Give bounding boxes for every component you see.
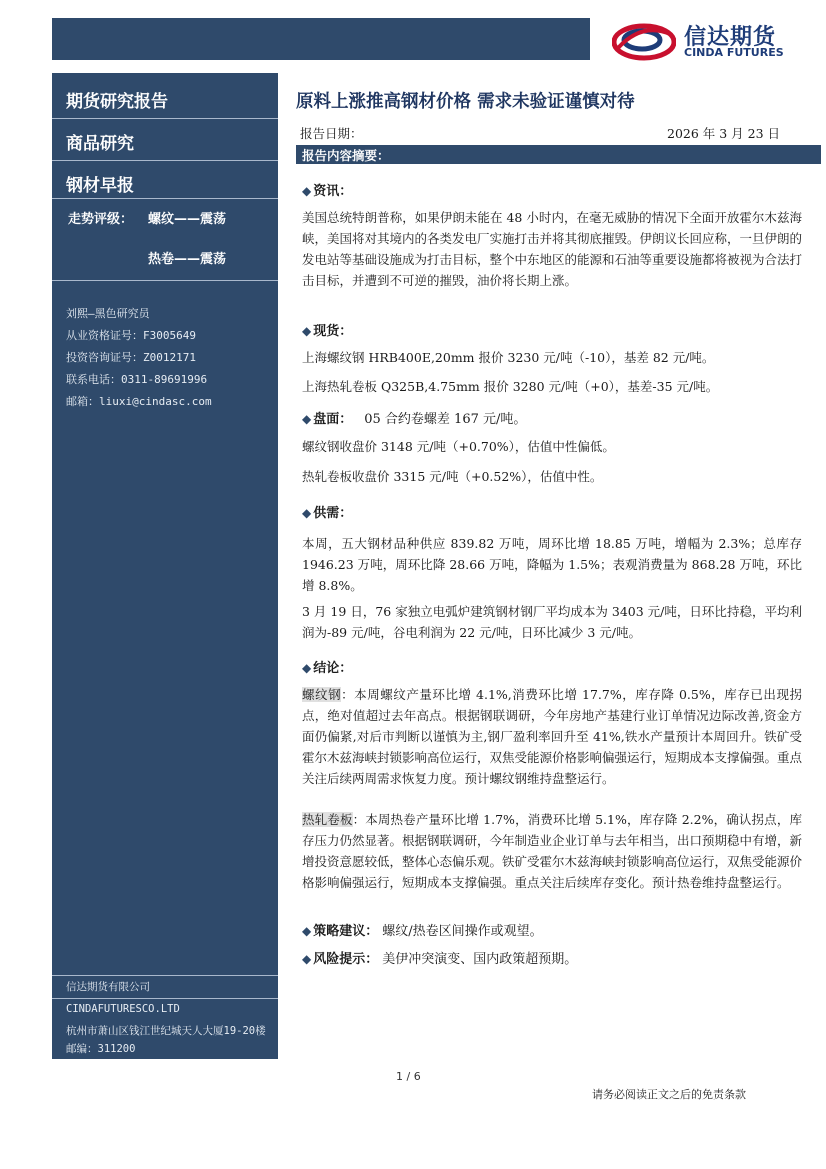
conclusion-hrc: 热轧卷板：本周热卷产量环比增 1.7%，消费环比增 5.1%，库存降 2.2%，确认拐点，库存压力仍然显著。根据钢联调研，今年制造业企业订单与去年相当，出口预期稳中有增，新增投资意愿较低，整体心态偏乐观。铁矿受霍尔木兹海峡封锁影响高位运行，双焦受能源价格影响偏强运行，短期成本支撑偏强。重点关注后续库存变化。预计热卷维持盘整运行。	[302, 812, 803, 890]
section-spot-heading: ◆ 现货：	[302, 324, 353, 339]
spot-hrc-line: 上海热轧卷板 Q325B,4.75mm 报价 3280 元/吨（+0），基差-35 元/吨。	[302, 379, 719, 394]
page-number: 1 / 6	[396, 1070, 421, 1083]
risk-text: 美伊冲突演变、国内政策超预期。	[382, 952, 578, 967]
analyst-consult-cert: 投资咨询证号：Z0012171	[66, 351, 196, 364]
divider	[52, 280, 278, 281]
sidebar-heading-category: 商品研究	[66, 134, 134, 154]
section-conclusion-heading: ◆ 结论：	[302, 661, 353, 676]
disclaimer-note: 请务必阅读正文之后的免责条款	[592, 1088, 746, 1101]
section-market-heading: ◆ 盘面： 05 合约卷螺差 167 元/吨。	[302, 412, 527, 427]
logo-text-en: CINDA FUTURES	[684, 46, 784, 59]
sidebar	[52, 73, 278, 1059]
divider	[52, 160, 278, 161]
divider	[52, 975, 278, 976]
analyst-name: 刘熙—黑色研究员	[66, 307, 150, 320]
supply-paragraph-1: 本周，五大钢材品种供应 839.82 万吨，周环比增 18.85 万吨，增幅为 2.3%；总库存 1946.23 万吨，周环比降 28.66 万吨，降幅为 1.5%；表观消费量为 868.28 万吨，环比增 8.8%。	[302, 536, 802, 593]
sidebar-heading-product: 钢材早报	[66, 176, 134, 196]
summary-bar	[296, 145, 821, 164]
diamond-icon: ◆	[302, 661, 312, 675]
rating-hrc: 热卷——震荡	[148, 252, 227, 267]
section-risk: ◆ 风险提示： 美伊冲突演变、国内政策超预期。	[302, 952, 578, 967]
cinda-logo	[612, 18, 802, 62]
diamond-icon: ◆	[302, 324, 312, 338]
analyst-qualification: 从业资格证号：F3005649	[66, 329, 196, 342]
sidebar-heading-report-type: 期货研究报告	[66, 92, 168, 112]
conclusion-rebar: 螺纹钢：本周螺纹产量环比增 4.1%,消费环比增 17.7%，库存降 0.5%，库存已出现拐点，绝对值超过去年高点。根据钢联调研，今年房地产基建行业订单情况边际改善,资金方面仍偏紧,对后市判断以谨慎为主,钢厂盈利率回升至 41%,铁水产量预计本周回升。铁矿受霍尔木兹海峡封锁影响高位运行，双焦受能源价格影响偏强运行，短期成本支撑偏强。重点关注后续两周需求恢复力度。预计螺纹钢维持盘整运行。	[302, 687, 803, 786]
diamond-icon: ◆	[302, 506, 312, 520]
strategy-text: 螺纹/热卷区间操作或观望。	[382, 924, 543, 939]
report-title: 原料上涨推高钢材价格 需求未验证谨慎对待	[296, 92, 635, 112]
market-rebar-close: 螺纹钢收盘价 3148 元/吨（+0.70%），估值中性偏低。	[302, 439, 615, 454]
analyst-phone: 联系电话：0311-89691996	[66, 373, 208, 386]
diamond-icon: ◆	[302, 924, 312, 938]
report-date-label: 报告日期：	[300, 126, 363, 141]
section-strategy: ◆ 策略建议： 螺纹/热卷区间操作或观望。	[302, 924, 543, 939]
divider	[52, 198, 278, 199]
section-news-heading: ◆ 资讯：	[302, 184, 353, 199]
summary-label: 报告内容摘要：	[302, 148, 390, 163]
cinda-logo-icon	[612, 18, 676, 62]
diamond-icon: ◆	[302, 184, 312, 198]
company-name: 信达期货有限公司	[66, 981, 150, 993]
rating-label: 走势评级：	[68, 212, 134, 227]
market-spread-line: 05 合约卷螺差 167 元/吨。	[364, 412, 527, 427]
company-website: CINDAFUTURESCO.LTD	[66, 1003, 180, 1015]
supply-paragraph-2: 3 月 19 日，76 家独立电弧炉建筑钢材钢厂平均成本为 3403 元/吨，日环比持稳，平均利润为-89 元/吨，谷电利润为 22 元/吨，日环比减少 3 元/吨。	[302, 604, 802, 640]
rebar-tag: 螺纹钢	[302, 687, 342, 702]
diamond-icon: ◆	[302, 412, 312, 426]
spot-rebar-line: 上海螺纹钢 HRB400E,20mm 报价 3230 元/吨（-10），基差 82 元/吨。	[302, 350, 715, 365]
header-bar	[52, 18, 590, 60]
rating-rebar: 螺纹——震荡	[148, 212, 227, 227]
section-supply-heading: ◆ 供需：	[302, 506, 353, 521]
market-hrc-close: 热轧卷板收盘价 3315 元/吨（+0.52%），估值中性。	[302, 469, 603, 484]
logo-text-cn: 信达期货	[684, 25, 777, 50]
diamond-icon: ◆	[302, 952, 312, 966]
divider	[52, 118, 278, 119]
news-paragraph: 美国总统特朗普称，如果伊朗未能在 48 小时内，在毫无威胁的情况下全面开放霍尔木兹海峡，美国将对其境内的各类发电厂实施打击并将其彻底摧毁。伊朗议长回应称，一旦伊朗的发电站等基础设施成为打击目标，整个中东地区的能源和石油等重要设施都将被视为合法打击目标，并遭到不可逆的摧毁，油价将长期上涨。	[302, 210, 803, 288]
company-address: 杭州市萧山区钱江世纪城天人大厦19-20楼	[66, 1025, 266, 1037]
hrc-tag: 热轧卷板	[302, 812, 353, 827]
report-date-value: 2026 年 3 月 23 日	[667, 126, 781, 141]
analyst-email: 邮箱：liuxi@cindasc.com	[66, 395, 212, 408]
divider	[52, 998, 278, 999]
company-postcode: 邮编：311200	[66, 1043, 136, 1055]
